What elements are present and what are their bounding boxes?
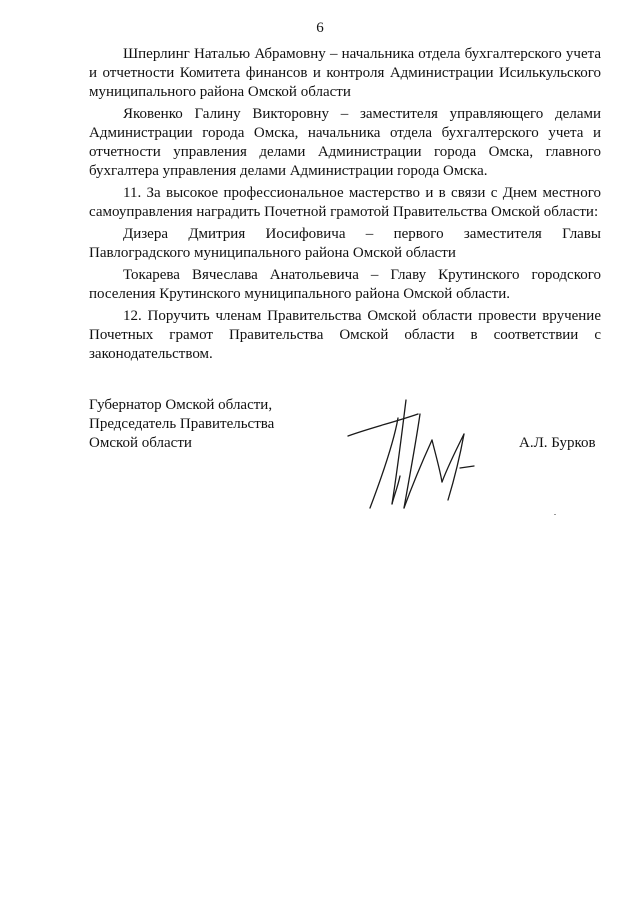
signer-name: А.Л. Бурков: [519, 435, 596, 451]
signatory-title-line-1: Губернатор Омской области,: [89, 397, 273, 413]
paragraph-yakovenko: Яковенко Галину Викторовну – заместителя управляющего делами Администрации города Омска, начальника отдела бухгалтерского учета и отчетности управления делами Администрации города Омска, главного бухгалтера управления делами Администрации города Омска.: [89, 106, 601, 179]
signatory-title: [89, 396, 274, 453]
paragraph-item-11: 11. За высокое профессиональное мастерство и в связи с Днем местного самоуправления наградить Почетной грамотой Правительства Омской области:: [89, 185, 601, 220]
paragraph-item-12: 12. Поручить членам Правительства Омской области провести вручение Почетных грамот Правительства Омской области в соответствии с законодательством.: [89, 308, 601, 362]
handwritten-signature: [340, 396, 490, 516]
paragraph-dizer: Дизера Дмитрия Иосифовича – первого заместителя Главы Павлоградского муниципального района Омской области: [89, 226, 601, 261]
paragraph-shperling: Шперлинг Наталью Абрамовну – начальника отдела бухгалтерского учета и отчетности Комитета финансов и контроля Администрации Исилькульского муниципального района Омской области: [89, 46, 601, 100]
document-body: [89, 45, 601, 367]
signatory-title-line-3: Омской области: [89, 435, 192, 451]
signatory-title-line-2: Председатель Правительства: [89, 416, 275, 432]
page-number: 6: [316, 20, 324, 36]
scan-dot: [554, 514, 556, 515]
paragraph-tokarev: Токарева Вячеслава Анатольевича – Главу Крутинского городского поселения Крутинского муниципального района Омской области.: [89, 267, 601, 302]
